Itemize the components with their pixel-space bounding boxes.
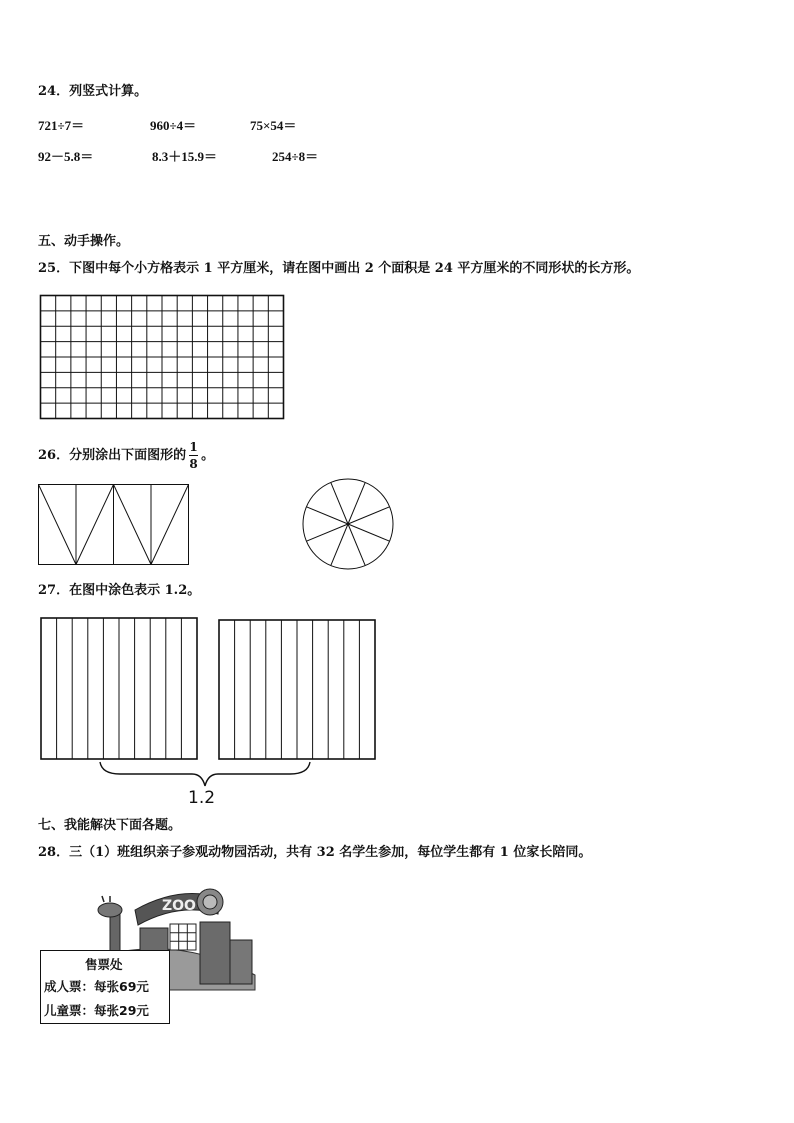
adult-ticket-price: 成人票：每张69元 bbox=[44, 979, 149, 994]
ticket-office-sign bbox=[40, 950, 170, 1024]
q26-text-before: 26．分别涂出下面图形的 bbox=[38, 447, 187, 463]
calc-item: 721÷7＝ bbox=[38, 118, 85, 133]
child-ticket-price: 儿童票：每张29元 bbox=[44, 1003, 149, 1018]
fraction-denominator: 8 bbox=[189, 457, 198, 471]
brace-label: 1.2 bbox=[188, 788, 216, 808]
square-grid[interactable] bbox=[40, 295, 284, 419]
q24-title: 24．列竖式计算。 bbox=[38, 84, 148, 99]
strip-rectangle-1[interactable] bbox=[40, 617, 198, 760]
strip-rectangle-2[interactable] bbox=[218, 619, 376, 760]
diagonal-line bbox=[76, 485, 114, 565]
section-title: 七、我能解决下面各题。 bbox=[38, 818, 182, 833]
ticket-title: 售票处 bbox=[85, 957, 123, 972]
q27-text: 27．在图中涂色表示 1.2。 bbox=[38, 583, 201, 598]
diagonal-line bbox=[114, 485, 152, 565]
brace bbox=[98, 760, 312, 790]
circle-figure[interactable] bbox=[300, 478, 396, 570]
calc-item: 75×54＝ bbox=[250, 118, 297, 133]
fraction-bar bbox=[189, 455, 198, 456]
calc-item: 8.3＋15.9＝ bbox=[152, 149, 218, 164]
fraction-numerator: 1 bbox=[189, 440, 198, 454]
fraction bbox=[189, 441, 198, 470]
calc-item: 960÷4＝ bbox=[150, 118, 197, 133]
q28-text: 28．三（1）班组织亲子参观动物园活动，共有 32 名学生参加，每位学生都有 1 位家长陪同。 bbox=[38, 845, 592, 860]
triangle-rectangle-figure[interactable] bbox=[38, 484, 190, 566]
diagonal-line bbox=[39, 485, 77, 565]
q26-text-after: 。 bbox=[201, 447, 215, 463]
calc-item: 254÷8＝ bbox=[272, 149, 319, 164]
diagonal-line bbox=[151, 485, 189, 565]
q26-text bbox=[38, 441, 214, 470]
calc-item: 92－5.8＝ bbox=[38, 149, 94, 164]
section-title: 五、动手操作。 bbox=[38, 234, 130, 249]
q25-text: 25．下图中每个小方格表示 1 平方厘米，请在图中画出 2 个面积是 24 平方厘米的不同形状的长方形。 bbox=[38, 261, 640, 276]
zoo-sign-text: ZOO bbox=[162, 898, 196, 914]
